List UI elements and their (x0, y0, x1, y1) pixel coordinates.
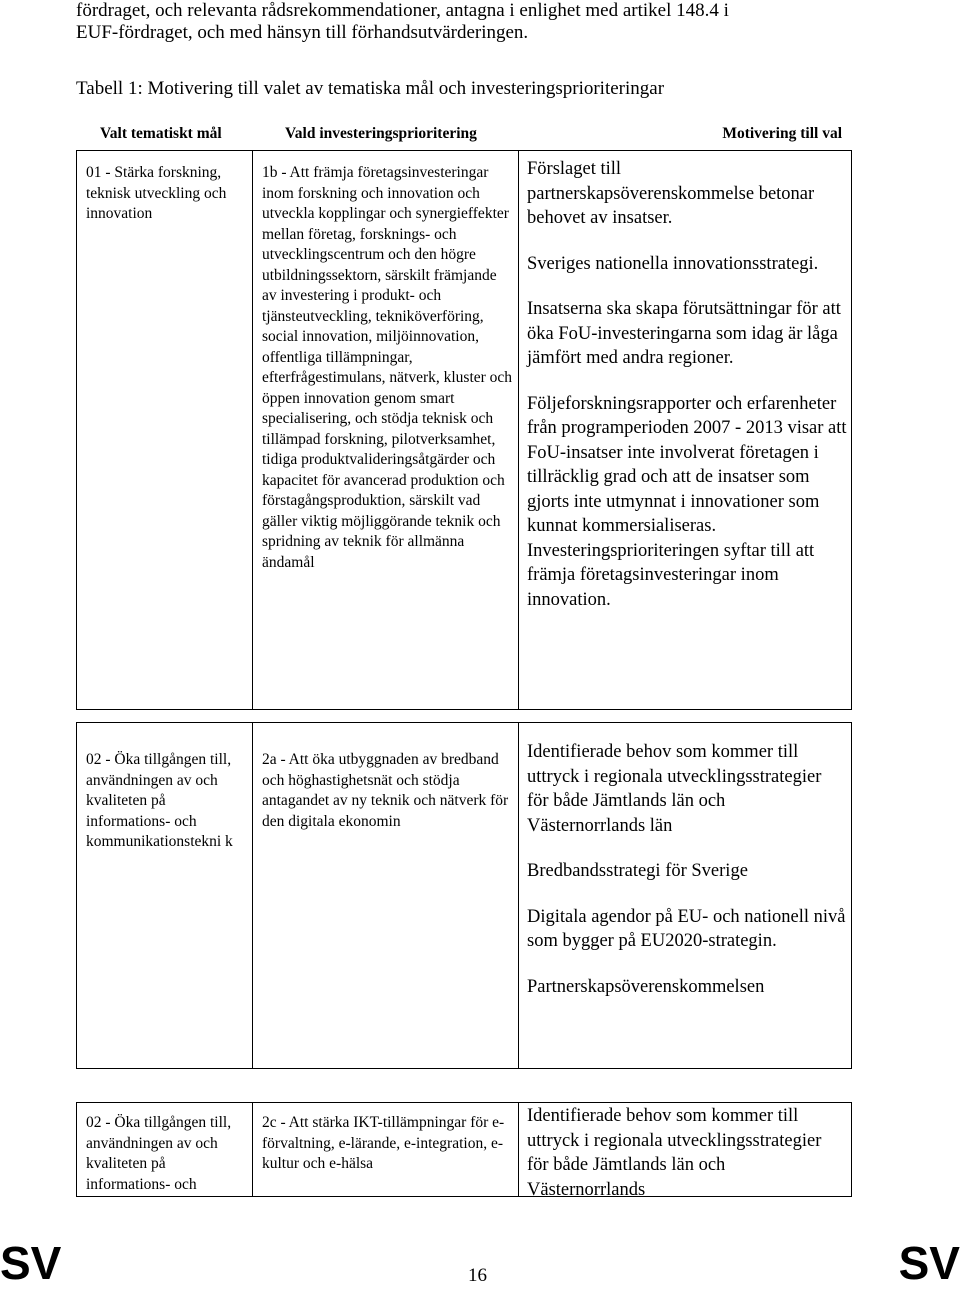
priority-cell: 2a - Att öka utbyggnaden av bredband och höghastighetsnät och stödja antagandet av ny teknik och nätverk för den digitala ekonomin (253, 723, 519, 1068)
motivation-paragraph: Digitala agendor på EU- och nationell nivå som bygger på EU2020-strategin. (527, 906, 846, 951)
table-row (76, 1102, 852, 1200)
motivation-cell (519, 151, 851, 709)
page-number: 16 (468, 1265, 487, 1286)
goal-cell: 01 - Stärka forskning, teknisk utveckling och innovation (77, 151, 253, 709)
motivation-cell (519, 1103, 851, 1200)
motivation-paragraph: Insatserna ska skapa förutsättningar för att öka FoU-investeringarna som idag är låga jämfört med andra regioner. (527, 299, 841, 368)
header-goal: Valt tematiskt mål (100, 125, 222, 142)
motivation-paragraph: Identifierade behov som kommer till uttryck i regionala utvecklingsstrategier för både Jämtlands län och Västernorrlands (527, 1106, 822, 1200)
language-code-left: SV (0, 1237, 62, 1289)
motivation-paragraph: Partnerskapsöverenskommelsen (527, 976, 765, 997)
motivation-paragraph: Sveriges nationella innovationsstrategi. (527, 253, 819, 274)
motivation-paragraph: Förslaget till partnerskapsöverenskommelse betonar behovet av insatser. (527, 159, 815, 228)
table-row (76, 722, 852, 1069)
intro-line-1: fördraget, och relevanta rådsrekommendationer, antagna i enlighet med artikel 148.4 i (76, 0, 729, 21)
intro-text (76, 0, 876, 44)
priority-cell: 2c - Att stärka IKT-tillämpningar för e-förvaltning, e-lärande, e-integration, e-kultur och e-hälsa (253, 1103, 519, 1196)
intro-line-2: EUF-fördraget, och med hänsyn till förhandsutvärderingen. (76, 22, 529, 43)
motivation-paragraph: Identifierade behov som kommer till uttryck i regionala utvecklingsstrategier för både Jämtlands län och Västernorrlands län (527, 742, 822, 836)
motivation-paragraph: Följeforskningsrapporter och erfarenheter från programperioden 2007 - 2013 visar att FoU-insatser inte involverat företagen i tillräcklig grad och att de insatser som gjorts inte utmynnat i innovationer som kunnat kommersialiseras. Investeringsprioriteringen syftar till att främja företagsinvesteringar inom innovation. (527, 393, 847, 610)
motivation-cell (519, 723, 851, 1068)
header-priority: Vald investeringsprioritering (285, 125, 477, 142)
goal-cell: 02 - Öka tillgången till, användningen av och kvaliteten på informations- och kommunikationstekni k (77, 723, 253, 1068)
table-row (76, 150, 852, 710)
language-code-right: SV (898, 1237, 960, 1289)
table-caption: Tabell 1: Motivering till valet av tematiska mål och investeringsprioriteringar (76, 78, 665, 99)
goal-cell: 02 - Öka tillgången till, användningen av och kvaliteten på informations- och (77, 1103, 253, 1196)
header-motivation: Motivering till val (722, 125, 842, 142)
table-header (76, 122, 852, 146)
motivation-paragraph: Bredbandsstrategi för Sverige (527, 861, 748, 881)
priority-cell: 1b - Att främja företagsinvesteringar inom forskning och innovation och utveckla kopplingar och synergieffekter mellan företag, forsknings- och utvecklingscentrum och den högre utbildningssektorn, särskilt främjande av investering i produkt- och tjänsteutveckling, tekniköverföring, social innovation, miljöinnovation, offentliga tillämpningar, efterfrågestimulans, nätverk, kluster och öppen innovation genom smart specialisering, och stödja teknisk och tillämpad forskning, pilotverksamhet, tidiga produktvalideringsåtgärder och kapacitet för avancerad produktion och förstagångsproduktion, särskilt vad gäller viktig möjliggörande teknik och spridning av teknik för allmänna ändamål (253, 151, 519, 709)
